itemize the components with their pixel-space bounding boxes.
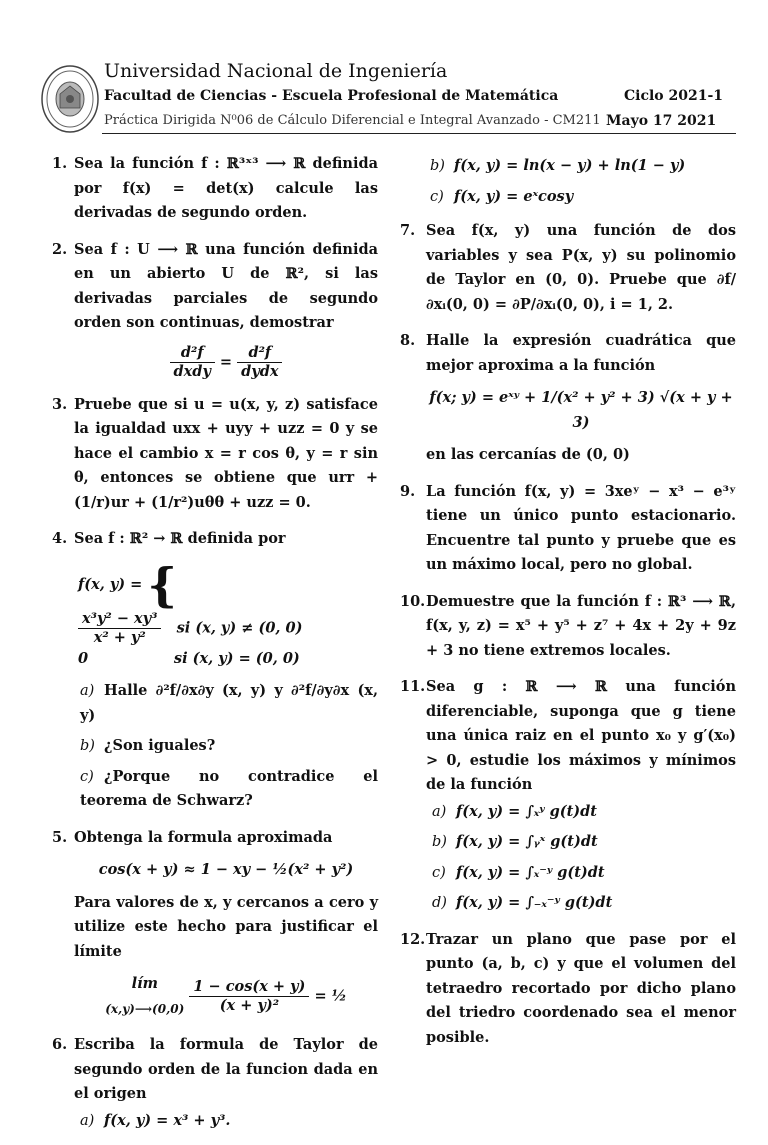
problem-4 — [52, 527, 378, 814]
problem-8 — [400, 329, 736, 468]
problem-text: La función f(x, y) = 3xeʸ − x³ − e³ʸ tiene un único punto estacionario. Encuentre tal punto y pruebe que es un máximo local, pero no global. — [426, 482, 736, 573]
case-value: 0 — [78, 649, 89, 667]
subitem-c: c) f(x, y) = eˣcosy — [430, 187, 574, 205]
problem-text: Sea f : ℝ² → ℝ definida por — [74, 530, 286, 547]
frac-bottom: (x + y)² — [189, 996, 309, 1015]
problem-number: 12. — [400, 930, 426, 948]
case-condition: si (x, y) = (0, 0) — [173, 649, 300, 667]
case-condition: si (x, y) ≠ (0, 0) — [176, 619, 303, 636]
problem-number: 2. — [52, 240, 68, 258]
problem-number: 9. — [400, 482, 416, 500]
problem-text: Sea f(x, y) una función de dos variables y sea P(x, y) su polinomio de Taylor en (0, 0). Pruebe que ∂f/∂xᵢ(0, 0) = ∂P/∂xᵢ(0, 0), i = 1, 2. — [426, 222, 736, 313]
problem-12 — [400, 928, 736, 1051]
date-label: Mayo 17 2021 — [606, 113, 717, 129]
frac-top: 1 − cos(x + y) — [193, 978, 306, 995]
frac-bottom: dydx — [237, 362, 282, 381]
problem-number: 4. — [52, 530, 68, 547]
subitem-a: a) f(x, y) = ∫ₓʸ g(t)dt — [432, 802, 597, 820]
piecewise-lhs: f(x, y) = — [78, 575, 143, 593]
frac-top: d²f — [248, 343, 272, 361]
problem-text: Sea la función f : ℝ³ˣ³ ⟶ ℝ definida por f(x) = det(x) calcule las derivadas de segundo orden. — [74, 155, 378, 221]
subitem-a: a) Halle ∂²f/∂x∂y (x, y) y ∂²f/∂y∂x (x, y) — [80, 682, 378, 724]
practice-title: Práctica Dirigida N⁰06 de Cálculo Diferencial e Integral Avanzado - CM211 — [104, 113, 601, 128]
limit-subscript: (x,y)⟶(0,0) — [105, 1001, 185, 1016]
limit-operator: lím — [131, 975, 158, 992]
problem-9 — [400, 480, 736, 578]
subitems — [432, 800, 736, 916]
problem-3 — [52, 393, 378, 516]
approximation-formula: cos(x + y) ≈ 1 − xy − ½(x² + y²) — [98, 861, 354, 878]
problem-number: 5. — [52, 828, 68, 846]
problem-text: Demuestre que la función f : ℝ³ ⟶ ℝ, f(x, y, z) = x⁵ + y⁵ + z⁷ + 4x + 2y + 9z + 3 no tiene extremos locales. — [426, 592, 736, 659]
problem-number: 6. — [52, 1036, 68, 1053]
piecewise-definition — [78, 557, 378, 672]
problem-5 — [52, 826, 378, 1022]
problem-text-continued: Para valores de x, y cercanos a cero y utilize este hecho para justificar el límite — [74, 893, 378, 960]
frac-top: d²f — [180, 343, 204, 361]
subitem-c: c) f(x, y) = ∫ₓ⁻ʸ g(t)dt — [432, 863, 605, 881]
problem-7 — [400, 219, 736, 317]
problem-text: Trazar un plano que pase por el punto (a, b, c) y que el volumen del tetraedro recortado por dicho plano del triedro coordenado sea el menor posible. — [426, 930, 736, 1046]
subitem-b: b) f(x, y) = ∫ᵧˣ g(t)dt — [432, 833, 598, 850]
frac-bottom: x² + y² — [78, 628, 161, 647]
problem-text: Pruebe que si u = u(x, y, z) satisface la igualdad uxx + uyy + uzz = 0 y se hace el cambio x = r cos θ, y = r sin θ, entonces se obtiene que urr + (1/r)ur + (1/r²)uθθ + uzz = 0. — [74, 395, 378, 511]
faculty-name: Facultad de Ciencias - Escuela Profesional de Matemática — [104, 88, 559, 104]
problem-text: Sea f : U ⟶ ℝ una función definida en un abierto U de ℝ², si las derivadas parciales de segundo orden son continuas, demostrar — [74, 240, 378, 331]
header-divider — [102, 133, 736, 134]
problem-number: 1. — [52, 155, 68, 172]
cycle-label: Ciclo 2021-1 — [624, 88, 724, 104]
subitem-d: d) f(x, y) = ∫₋ₓ⁻ʸ g(t)dt — [432, 894, 613, 911]
equation-mixed-partials: $\frac{\text{d²f}}{\text{dxdy}}$ = $\frac{\text{d²f}}{\text{dydx}}$ — [74, 344, 378, 381]
page-header — [0, 0, 768, 136]
limit-result: = ½ — [314, 987, 347, 1005]
frac-top: x³y² − xy³ — [82, 609, 158, 627]
subitem-b: b) f(x, y) = ln(x − y) + ln(1 − y) — [430, 157, 686, 174]
problem-6-continued — [430, 154, 736, 209]
problem-number: 10. — [400, 592, 426, 610]
university-seal-icon — [40, 64, 100, 134]
problem-2 — [52, 238, 378, 381]
problem-text: Obtenga la formula aproximada — [74, 828, 333, 846]
subitem-b: b) ¿Son iguales? — [80, 737, 216, 754]
subitems — [80, 1109, 378, 1134]
problem-number: 8. — [400, 332, 416, 349]
problem-text: Halle la expresión cuadrática que mejor aproxima a la función — [426, 332, 736, 374]
problem-text-continued: en las cercanías de (0, 0) — [426, 446, 630, 463]
subitem-c: c) ¿Porque no contradice el teorema de Schwarz? — [80, 767, 378, 809]
limit-expression — [74, 972, 378, 1021]
problem-1 — [52, 152, 378, 226]
problem-6 — [52, 1033, 378, 1133]
left-brace-icon: { — [147, 557, 177, 612]
subitems — [80, 679, 378, 814]
left-column — [52, 152, 378, 1145]
frac-bottom: dxdy — [170, 362, 215, 381]
problem-number: 7. — [400, 222, 416, 239]
problem-number: 11. — [400, 678, 426, 695]
problem-number: 3. — [52, 395, 68, 413]
problem-11 — [400, 675, 736, 916]
piecewise-cases — [78, 610, 302, 672]
problem-text: Sea g : ℝ ⟶ ℝ una función diferenciable, suponga que g tiene una única raiz en el punto x₀ y g′(x₀) > 0, estudie los máximos y mínimos de la función — [426, 678, 736, 793]
right-column — [400, 152, 736, 1062]
problem-text: Escriba la formula de Taylor de segundo orden de la funcion dada en el origen — [74, 1036, 378, 1102]
university-name: Universidad Nacional de Ingeniería — [104, 60, 448, 82]
subitem-a: a) f(x, y) = x³ + y³. — [80, 1111, 231, 1129]
function-expression: f(x; y) = eˣʸ + 1/(x² + y² + 3) √(x + y + 3) — [429, 389, 733, 431]
problem-10 — [400, 590, 736, 664]
